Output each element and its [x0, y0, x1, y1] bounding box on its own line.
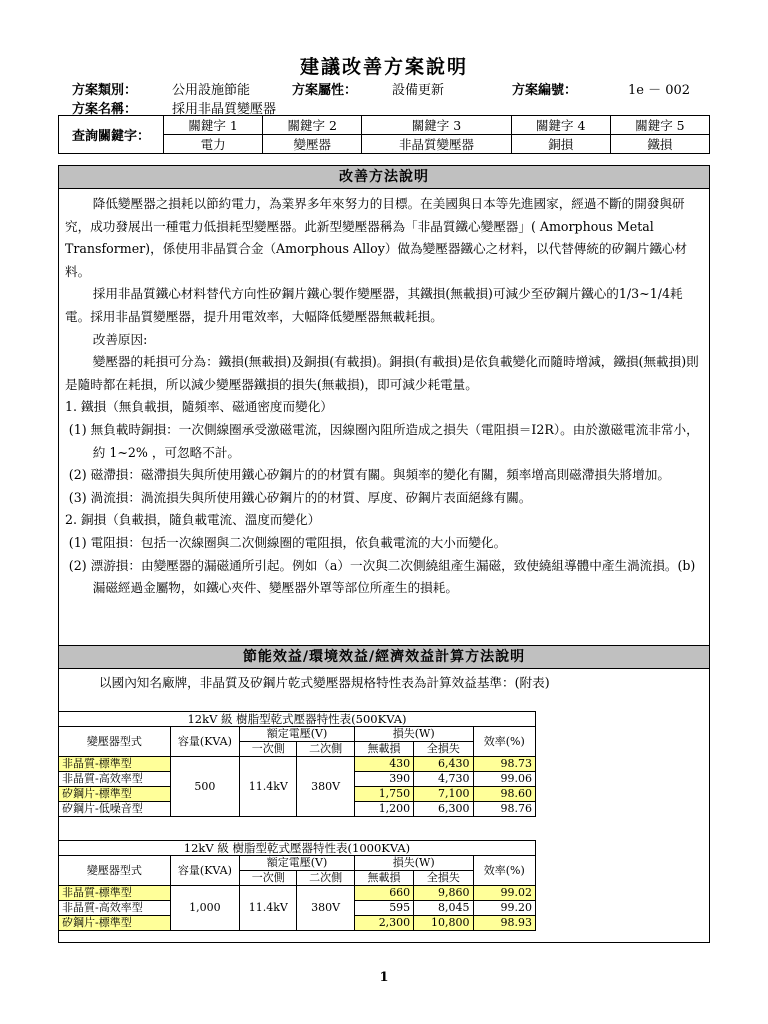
- method-item: (2) 磁滯損：磁滯損失與所使用鐵心矽鋼片的的材質有關。與頻率的變化有關，頻率增高則磁滯損失將增加。: [68, 467, 670, 483]
- col-voltage-header: 額定電壓(V): [240, 856, 355, 871]
- noload-loss-cell: 430: [354, 757, 413, 772]
- method-item: (2) 漂游損：由變壓器的漏磁通所引起。例如（a）一次與二次側繞組產生漏磁，致使繞組導體中產生渦流損。(b) 漏磁經過金屬物，如鐵心夾件、變壓器外罩等部位所產生的損耗。: [68, 557, 696, 596]
- row-type: 非晶質-標準型: [59, 886, 171, 901]
- name-value: 採用非晶質變壓器: [172, 102, 277, 117]
- col-efficiency-header: 效率(%): [473, 856, 535, 886]
- property-value: 設備更新: [392, 83, 445, 98]
- efficiency-cell: 99.20: [473, 901, 535, 916]
- col-type-header: 變壓器型式: [59, 856, 171, 886]
- row-type: 非晶質-高效率型: [59, 772, 171, 787]
- efficiency-cell: 99.02: [473, 886, 535, 901]
- total-loss-cell: 7,100: [414, 787, 473, 802]
- keyword-value-2: 變壓器: [263, 135, 362, 154]
- keyword-value-1: 電力: [164, 135, 263, 154]
- spec-table-caption: 12kV 級 樹脂型乾式壓器特性表(1000KVA): [59, 841, 536, 856]
- col-total-header: 全損失: [414, 871, 473, 886]
- keyword-table: [58, 115, 710, 154]
- total-loss-cell: 4,730: [414, 772, 473, 787]
- keyword-label: 查詢關鍵字：: [59, 116, 164, 154]
- col-noload-header: 無載損: [354, 871, 413, 886]
- efficiency-cell: 99.06: [473, 772, 535, 787]
- document-title: 建議改善方案說明: [299, 56, 468, 78]
- number-value: 1e － 002: [628, 83, 691, 98]
- keyword-header-4: 關鍵字 4: [511, 116, 610, 135]
- number-label: 方案編號：: [512, 83, 578, 98]
- method-body: [59, 189, 709, 600]
- capacity-cell: 500: [170, 757, 239, 817]
- total-loss-cell: 6,430: [414, 757, 473, 772]
- noload-loss-cell: 390: [354, 772, 413, 787]
- secondary-voltage-cell: 380V: [297, 886, 354, 931]
- total-loss-cell: 6,300: [414, 802, 473, 817]
- category-label: 方案類別：: [72, 83, 138, 98]
- capacity-cell: 1,000: [170, 886, 239, 931]
- keyword-header-2: 關鍵字 2: [263, 116, 362, 135]
- col-type-header: 變壓器型式: [59, 727, 171, 757]
- keyword-header-3: 關鍵字 3: [362, 116, 511, 135]
- row-type: 矽鋼片-標準型: [59, 916, 171, 931]
- col-capacity-header: 容量(KVA): [170, 727, 239, 757]
- method-item: (1) 無負載時銅損：一次側線圈承受激磁電流，因線圈內阻所造成之損失（電阻損＝I2R）。由於激磁電流非常小，約 1~2% ，可忽略不計。: [68, 421, 699, 460]
- method-paragraph: 變壓器的耗損可分為：鐵損(無載損)及銅損(有載損)。銅損(有載損)是依負載變化而隨時增減，鐵損(無載損)則是隨時都在耗損，所以減少變壓器鐵損的損失(無載損)，即可減少耗電量。: [65, 354, 699, 392]
- keyword-value-5: 鐵損: [610, 135, 709, 154]
- method-item: 2. 銅損（負載損，隨負載電流、溫度而變化）: [65, 512, 321, 528]
- noload-loss-cell: 660: [354, 886, 413, 901]
- col-efficiency-header: 效率(%): [473, 727, 535, 757]
- method-item: 1. 鐵損（無負載損，隨頻率、磁通密度而變化）: [65, 399, 333, 415]
- secondary-voltage-cell: 380V: [297, 757, 354, 817]
- method-paragraph: 改善原因:: [92, 331, 148, 347]
- efficiency-cell: 98.93: [473, 916, 535, 931]
- col-secondary-header: 二次側: [297, 871, 354, 886]
- primary-voltage-cell: 11.4kV: [240, 757, 297, 817]
- col-primary-header: 一次側: [240, 742, 297, 757]
- method-paragraph: 降低變壓器之損耗以節約電力，為業界多年來努力的目標。在美國與日本等先進國家，經過不斷的開發與研究，成功發展出一種電力低損耗型變壓器。此新型變壓器稱為「非晶質鐵心變壓器」( Amorphous Metal Transformer)，係使用非晶質合金（Amorphous Alloy）做為變壓器鐵心之材料，以代替傳統的矽鋼片鐵心材料。: [65, 196, 688, 279]
- col-loss-header: 損失(W): [354, 856, 473, 871]
- page-number: 1: [379, 970, 389, 985]
- keyword-value-3: 非晶質變壓器: [362, 135, 511, 154]
- row-type: 矽鋼片-低噪音型: [59, 802, 171, 817]
- col-voltage-header: 額定電壓(V): [240, 727, 355, 742]
- benefit-intro: 以國內知名廠牌，非晶質及矽鋼片乾式變壓器規格特性表為計算效益基準：(附表): [99, 675, 550, 690]
- col-primary-header: 一次側: [240, 871, 297, 886]
- keyword-value-4: 銅損: [511, 135, 610, 154]
- row-type: 非晶質-高效率型: [59, 901, 171, 916]
- keyword-header-5: 關鍵字 5: [610, 116, 709, 135]
- col-total-header: 全損失: [414, 742, 473, 757]
- noload-loss-cell: 1,750: [354, 787, 413, 802]
- method-heading: 改善方法說明: [59, 166, 709, 189]
- noload-loss-cell: 1,200: [354, 802, 413, 817]
- method-item: (3) 渦流損：渦流損失與所使用鐵心矽鋼片的的材質、厚度、矽鋼片表面絕緣有關。: [68, 489, 532, 505]
- total-loss-cell: 9,860: [414, 886, 473, 901]
- total-loss-cell: 8,045: [414, 901, 473, 916]
- category-value: 公用設施節能: [172, 83, 251, 98]
- spec-table-caption: 12kV 級 樹脂型乾式壓器特性表(500KVA): [59, 712, 536, 727]
- col-loss-header: 損失(W): [354, 727, 473, 742]
- property-label: 方案屬性：: [292, 83, 358, 98]
- method-section: [58, 165, 710, 647]
- efficiency-cell: 98.60: [473, 787, 535, 802]
- noload-loss-cell: 595: [354, 901, 413, 916]
- col-secondary-header: 二次側: [297, 742, 354, 757]
- col-capacity-header: 容量(KVA): [170, 856, 239, 886]
- spec-table-1000kva: [58, 840, 536, 931]
- efficiency-cell: 98.73: [473, 757, 535, 772]
- spec-table-500kva: [58, 711, 536, 817]
- col-noload-header: 無載損: [354, 742, 413, 757]
- primary-voltage-cell: 11.4kV: [240, 886, 297, 931]
- noload-loss-cell: 2,300: [354, 916, 413, 931]
- method-item: (1) 電阻損：包括一次線圈與二次側線圈的電阻損，依負載電流的大小而變化。: [68, 534, 507, 550]
- name-label: 方案名稱：: [72, 102, 138, 117]
- benefit-heading: 節能效益/環境效益/經濟效益計算方法說明: [59, 645, 709, 669]
- keyword-header-1: 關鍵字 1: [164, 116, 263, 135]
- row-type: 矽鋼片-標準型: [59, 787, 171, 802]
- efficiency-cell: 98.76: [473, 802, 535, 817]
- row-type: 非晶質-標準型: [59, 757, 171, 772]
- method-paragraph: 採用非晶質鐵心材料替代方向性矽鋼片鐵心製作變壓器，其鐵損(無載損)可減少至矽鋼片鐵心的1/3~1/4耗電。採用非晶質變壓器，提升用電效率，大幅降低變壓器無載耗損。: [65, 286, 683, 324]
- total-loss-cell: 10,800: [414, 916, 473, 931]
